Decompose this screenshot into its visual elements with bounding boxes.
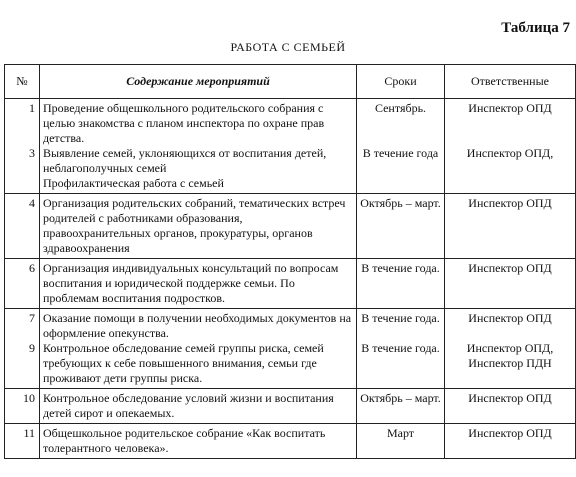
row-term: Октябрь – март. <box>360 391 441 405</box>
row-number-cell <box>5 424 40 459</box>
row-responsible-cell <box>445 424 576 459</box>
row-term: Октябрь – март. <box>360 196 441 210</box>
row-term: Сентябрь. <box>374 101 427 115</box>
row-term: В течение года. <box>361 341 440 355</box>
row-number: 3 <box>29 146 35 160</box>
row-responsible-cell <box>445 309 576 389</box>
row-term-cell <box>357 389 445 424</box>
row-responsible: Инспектор ОПД <box>468 261 552 275</box>
row-number: 1 <box>29 101 35 115</box>
table-row <box>5 389 576 424</box>
row-term: В течение года. <box>361 261 440 275</box>
row-content-cell <box>40 389 357 424</box>
row-term-cell <box>357 194 445 259</box>
table-header-row <box>5 65 576 99</box>
row-content-cell <box>40 194 357 259</box>
row-content-cell <box>40 424 357 459</box>
row-term: В течение года <box>362 146 439 160</box>
row-responsible: Инспектор ОПД <box>468 391 552 405</box>
row-term: В течение года. <box>361 311 440 325</box>
table-number: Таблица 7 <box>501 20 570 36</box>
row-responsible <box>448 176 572 191</box>
row-number-cell <box>5 99 40 194</box>
row-responsible: Инспектор ОПД <box>468 426 552 440</box>
row-term-cell <box>357 424 445 459</box>
row-number <box>8 176 35 191</box>
row-content: Организация индивидуальных консультаций по вопросам воспитания и юридической поддержке семьи. По проблемам воспитания подростков. <box>43 261 339 305</box>
row-content: Контрольное обследование семей группы риска, семей требующих к себе повышенного внимания, семьи где проживают дети группы риска. <box>43 341 324 385</box>
header-number: № <box>5 65 40 99</box>
table-row <box>5 309 576 389</box>
document-title: РАБОТА С СЕМЬЕЙ <box>230 40 346 54</box>
header-responsible: Ответственные <box>445 65 576 99</box>
row-number: 6 <box>29 261 35 275</box>
events-table <box>4 64 576 459</box>
row-term: Март <box>386 426 415 440</box>
row-content-cell <box>40 309 357 389</box>
row-responsible: Инспектор ОПД <box>468 196 552 210</box>
row-content: Контрольное обследование условий жизни и воспитания детей сирот и опекаемых. <box>43 391 334 420</box>
row-number: 7 <box>29 311 35 325</box>
row-responsible: Инспектор ОПД <box>468 101 552 115</box>
row-content: Профилактическая работа с семьей <box>43 176 224 190</box>
row-responsible: Инспектор ОПД <box>468 311 552 325</box>
table-row <box>5 424 576 459</box>
row-number-cell <box>5 309 40 389</box>
row-term-cell <box>357 309 445 389</box>
header-terms: Сроки <box>357 65 445 99</box>
row-responsible-cell <box>445 194 576 259</box>
row-content: Оказание помощи в получении необходимых документов на оформление опекунства. <box>43 311 352 340</box>
row-number: 10 <box>23 391 35 405</box>
table-row <box>5 259 576 309</box>
row-content: Выявление семей, уклоняющихся от воспитания детей, неблагополучных семей <box>43 146 327 175</box>
row-content-cell <box>40 259 357 309</box>
row-content: Организация родительских собраний, тематических встреч родителей с работниками образования, правоохранительных органов, прокуратуры, органов здравоохранения <box>43 196 346 255</box>
row-responsible: Инспектор ОПД, Инспектор ПДН <box>466 341 554 370</box>
row-term-cell <box>357 99 445 194</box>
row-number: 4 <box>29 196 35 210</box>
row-term <box>360 176 441 191</box>
table-row <box>5 99 576 194</box>
row-content: Проведение общешкольного родительского собрания с целью знакомства с планом инспектора по охране прав детства. <box>43 101 325 145</box>
row-number-cell <box>5 259 40 309</box>
row-responsible-cell <box>445 389 576 424</box>
row-number-cell <box>5 389 40 424</box>
row-term-cell <box>357 259 445 309</box>
table-body <box>5 99 576 459</box>
row-number-cell <box>5 194 40 259</box>
row-number: 11 <box>23 426 35 440</box>
table-row <box>5 194 576 259</box>
row-responsible: Инспектор ОПД, <box>466 146 554 160</box>
row-responsible-cell <box>445 259 576 309</box>
row-number: 9 <box>29 341 35 355</box>
row-content-cell <box>40 99 357 194</box>
header-content: Содержание мероприятий <box>40 65 357 99</box>
row-content: Общешкольное родительское собрание «Как воспитать толерантного человека». <box>43 426 326 455</box>
row-responsible-cell <box>445 99 576 194</box>
